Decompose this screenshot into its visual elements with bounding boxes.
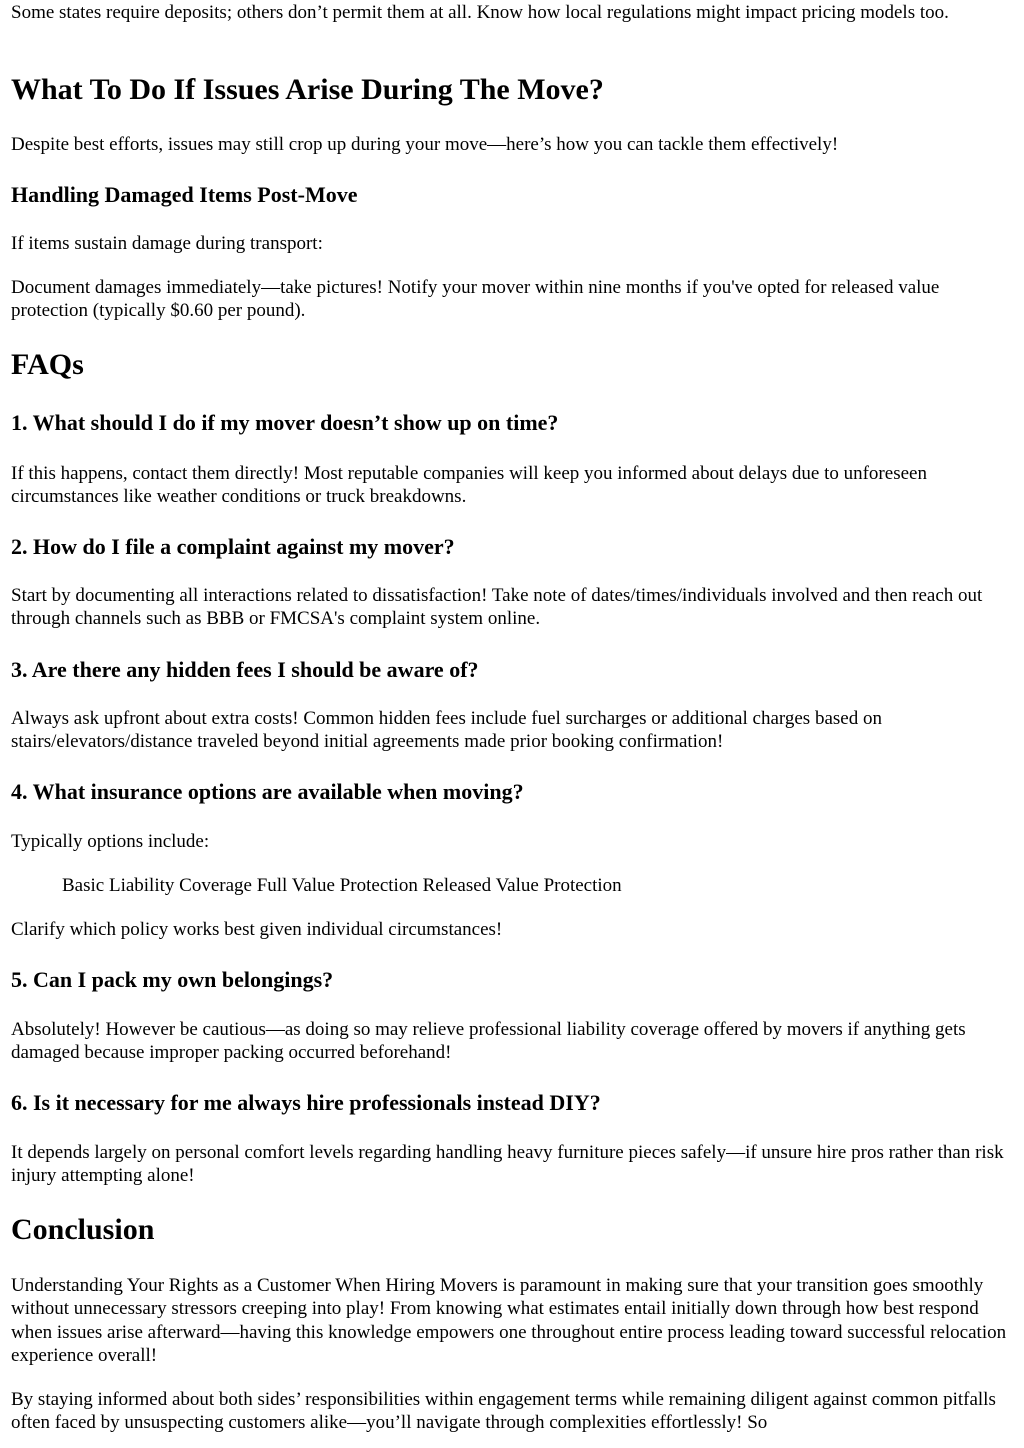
faqs-heading: FAQs	[11, 348, 84, 381]
faq-question-4: 4. What insurance options are available when moving?	[11, 779, 524, 804]
conclusion-paragraph-2: By staying informed about both sides’ responsibilities within engagement terms while remaining diligent against common pitfalls often faced by unsuspecting customers alike—you’ll navigate through complexities effortlessly! So	[11, 1389, 996, 1434]
faq-question-3: 3. Are there any hidden fees I should be aware of?	[11, 657, 479, 682]
faq-question-6: 6. Is it necessary for me always hire professionals instead DIY?	[11, 1090, 601, 1115]
insurance-options-list: Basic Liability Coverage Full Value Protection Released Value Protection	[62, 875, 622, 896]
damaged-items-intro: If items sustain damage during transport:	[11, 233, 323, 254]
intro-tail-paragraph: Some states require deposits; others don’t permit them at all. Know how local regulations might impact pricing models too.	[11, 2, 949, 23]
faq-answer-1: If this happens, contact them directly! Most reputable companies will keep you informed about delays due to unforeseen circumstances like weather conditions or truck breakdowns.	[11, 463, 927, 508]
faq-question-1: 1. What should I do if my mover doesn’t show up on time?	[11, 410, 559, 435]
faq-answer-2: Start by documenting all interactions related to dissatisfaction! Take note of dates/times/individuals involved and then reach out through channels such as BBB or FMCSA's complaint system online.	[11, 585, 983, 630]
faq-answer-5: Absolutely! However be cautious—as doing so may relieve professional liability coverage offered by movers if anything gets damaged because improper packing occurred beforehand!	[11, 1019, 966, 1064]
faq-answer-6: It depends largely on personal comfort levels regarding handling heavy furniture pieces safely—if unsure hire pros rather than risk injury attempting alone!	[11, 1142, 1004, 1187]
faq-answer-3: Always ask upfront about extra costs! Common hidden fees include fuel surcharges or additional charges based on stairs/elevators/distance traveled beyond initial agreements made prior booking confirmation!	[11, 708, 882, 753]
issues-intro-paragraph: Despite best efforts, issues may still crop up during your move—here’s how you can tackle them effectively!	[11, 134, 839, 155]
faq-answer-4-followup: Clarify which policy works best given individual circumstances!	[11, 919, 503, 940]
issues-heading: What To Do If Issues Arise During The Move?	[11, 73, 604, 106]
faq-question-2: 2. How do I file a complaint against my mover?	[11, 534, 455, 559]
conclusion-heading: Conclusion	[11, 1213, 155, 1246]
faq-question-5: 5. Can I pack my own belongings?	[11, 967, 334, 992]
faq-answer-4: Typically options include:	[11, 831, 210, 852]
damaged-items-heading: Handling Damaged Items Post-Move	[11, 182, 358, 207]
conclusion-paragraph-1: Understanding Your Rights as a Customer When Hiring Movers is paramount in making sure that your transition goes smoothly without unnecessary stressors creeping into play! From knowing what estimates entail initially down through how best respond when issues arise afterward—having this knowledge empowers one throughout entire process leading toward successful relocation experience overall!	[11, 1275, 1007, 1367]
damaged-items-paragraph: Document damages immediately—take pictures! Notify your mover within nine months if you've opted for released value protection (typically $0.60 per pound).	[11, 277, 940, 322]
